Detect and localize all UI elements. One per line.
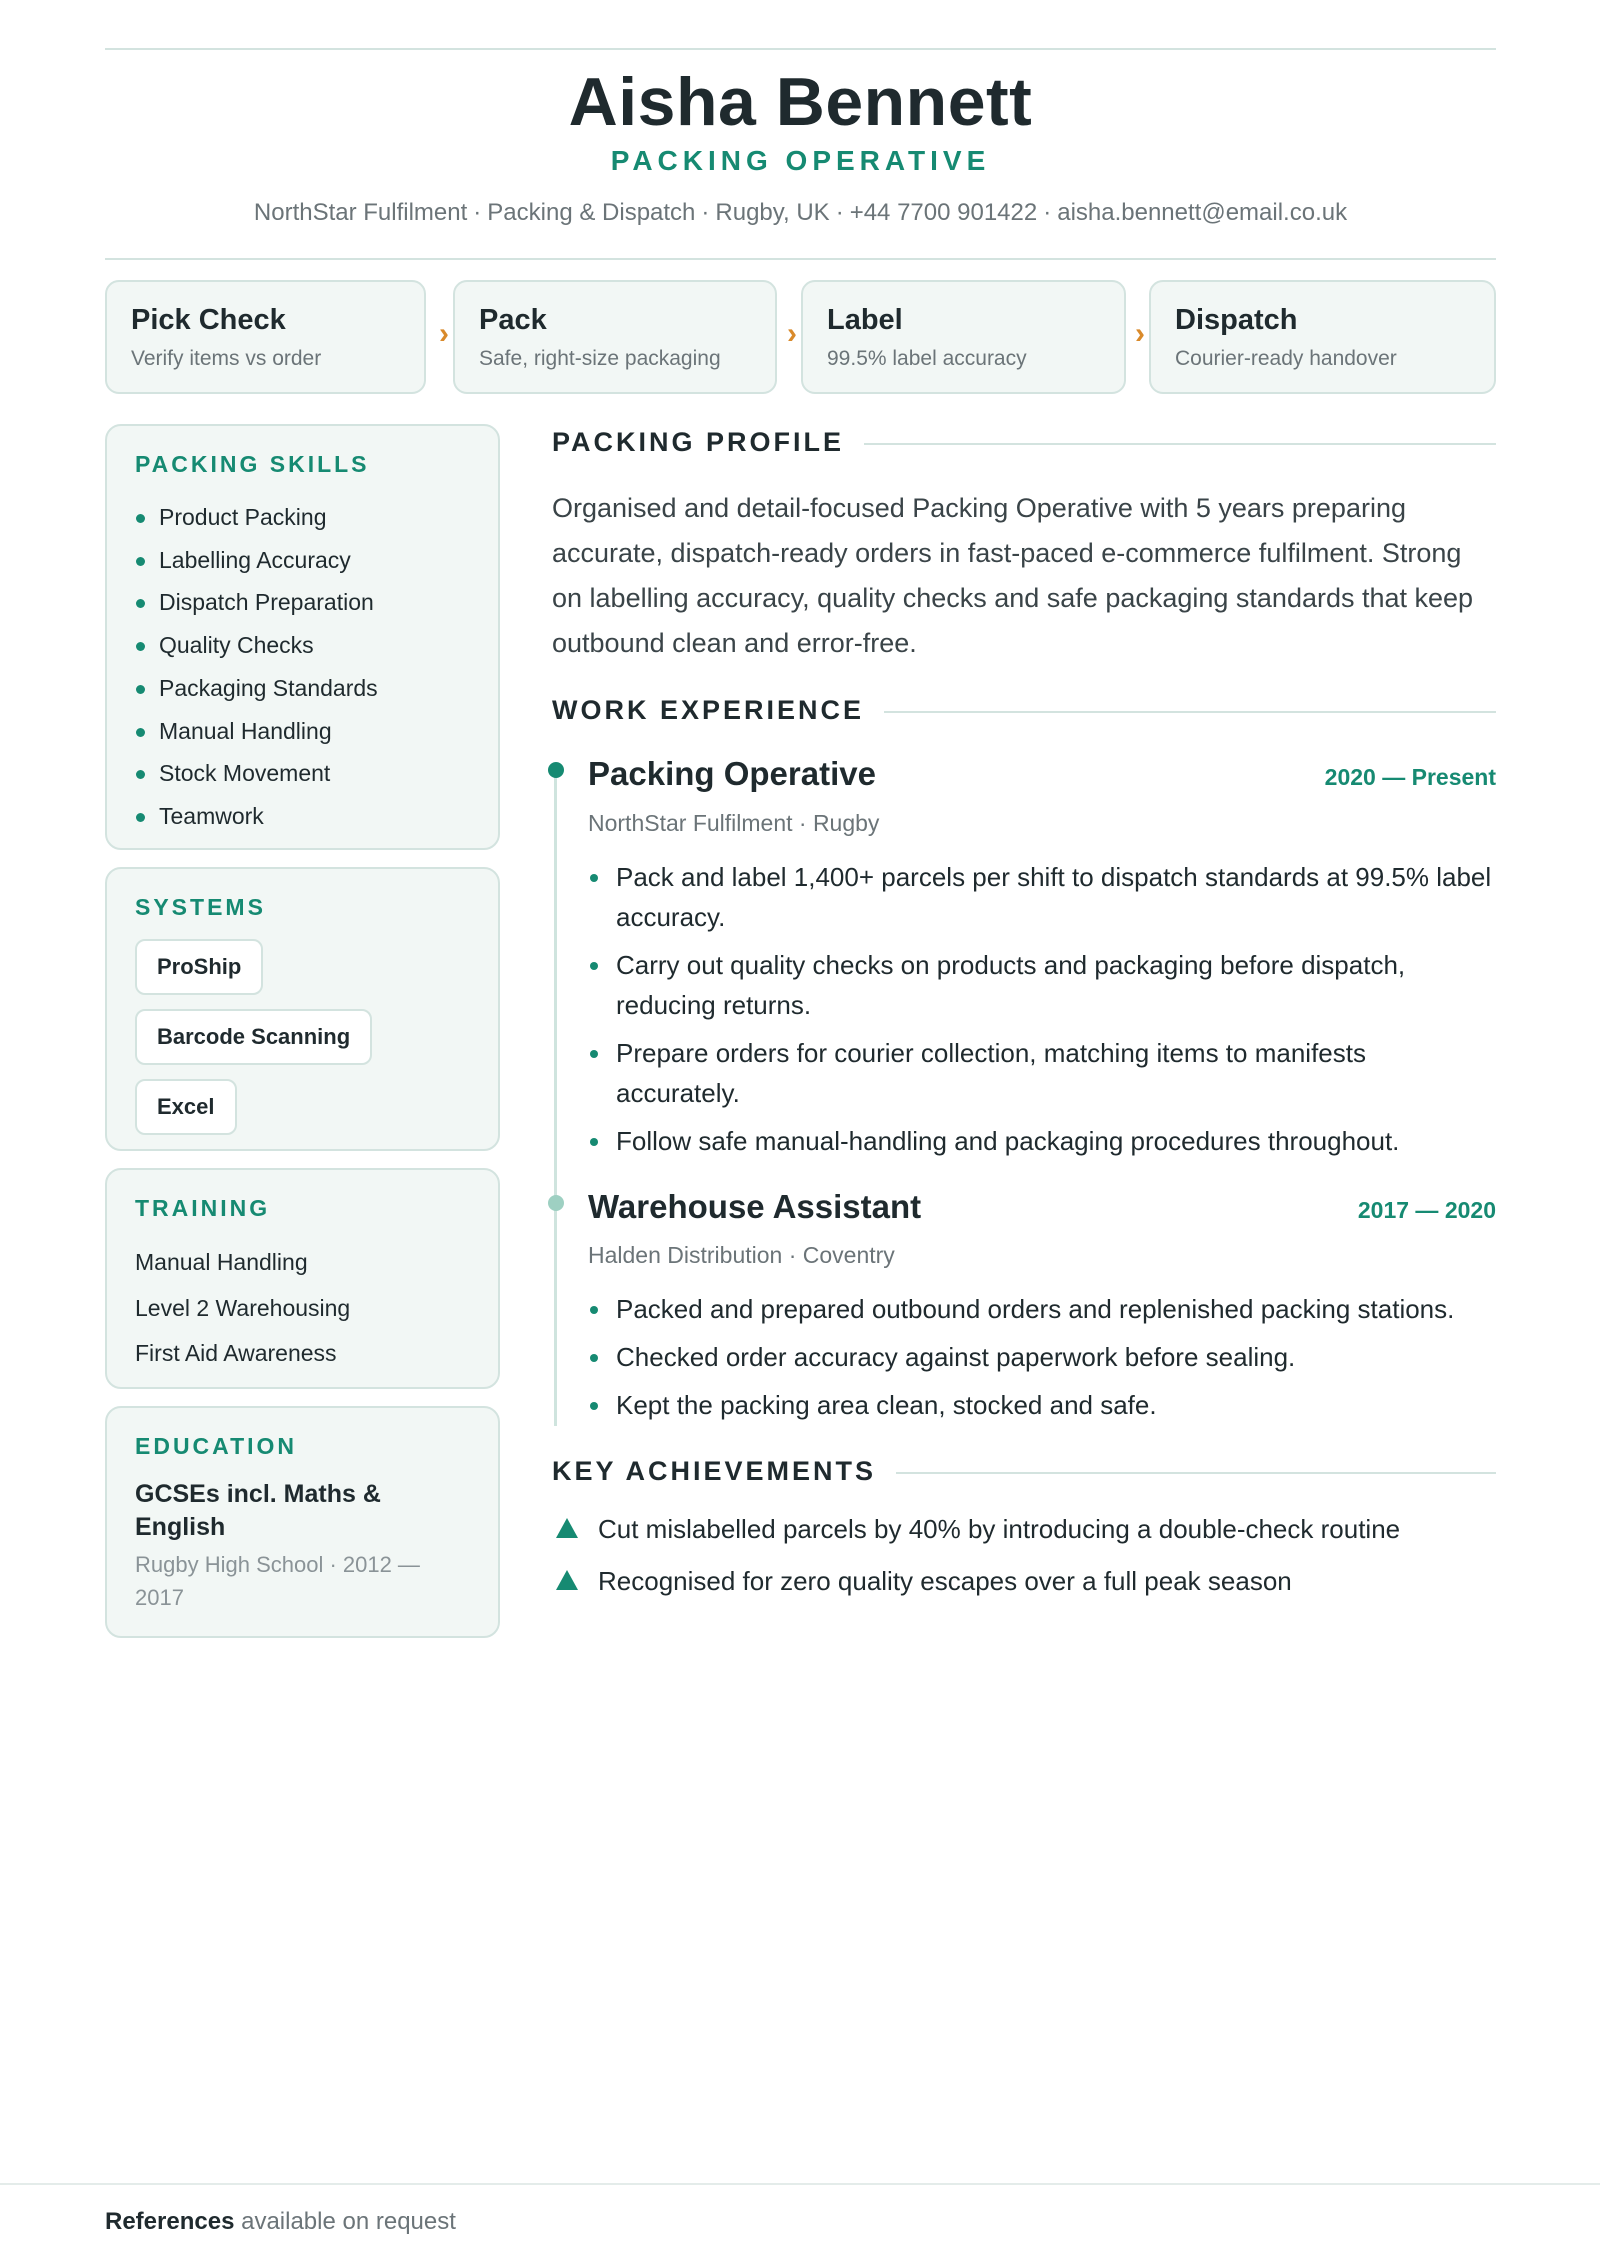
step-title: Pack (479, 304, 547, 336)
profile-summary: Organised and detail-focused Packing Operative with 5 years preparing accurate, dispatch-ready orders in fast-paced e-commerce fulfilment. Strong on labelling accuracy, quality checks and safe packaging standards that keep outbound clean and error-free. (552, 493, 1474, 658)
footer-bold: References (105, 2208, 235, 2235)
skill-item: Product Packing (135, 496, 470, 539)
contact-department: Packing & Dispatch (487, 199, 696, 226)
skills-list (135, 496, 470, 838)
system-chip: Barcode Scanning (135, 1009, 372, 1065)
achievements-list (552, 1512, 1496, 1616)
job-bullet: Carry out quality checks on products and packaging before dispatch, reducing returns. (588, 945, 1496, 1025)
skill-item: Stock Movement (135, 752, 470, 795)
system-chip: Excel (135, 1079, 237, 1135)
section-title: WORK EXPERIENCE (552, 694, 884, 726)
chevron-right-icon: › (439, 317, 449, 350)
job-bullet: Checked order accuracy against paperwork before sealing. (588, 1337, 1496, 1377)
skill-item: Dispatch Preparation (135, 581, 470, 624)
job-bullet: Pack and label 1,400+ parcels per shift to dispatch standards at 99.5% label accuracy. (588, 857, 1496, 937)
systems-card (105, 867, 500, 1151)
job-bullet: Kept the packing area clean, stocked and safe. (588, 1385, 1496, 1425)
step-title: Pick Check (131, 304, 286, 336)
step-pick-check (105, 280, 426, 394)
footer-rule (0, 2183, 1600, 2185)
skill-item: Packaging Standards (135, 667, 470, 710)
timeline-dot-current (548, 762, 564, 778)
skill-item: Labelling Accuracy (135, 539, 470, 582)
contact-separator: · (473, 199, 482, 226)
job-dates: 2020 — Present (1324, 764, 1496, 790)
triangle-up-icon (556, 1570, 578, 1590)
training-item: Level 2 Warehousing (135, 1294, 351, 1321)
contact-separator: · (1043, 199, 1052, 226)
job-company: NorthStar Fulfilment · Rugby (588, 810, 880, 836)
training-title: TRAINING (135, 1195, 271, 1221)
job-title: Warehouse Assistant (588, 1188, 922, 1225)
main-column (552, 0, 1496, 1700)
education-card (105, 1406, 500, 1638)
education-degree: GCSEs incl. Maths & English (135, 1480, 381, 1541)
chevron-right-icon: › (1135, 317, 1145, 350)
step-subtitle: Courier-ready handover (1175, 347, 1397, 370)
skill-item: Teamwork (135, 795, 470, 838)
chevron-right-icon: › (787, 317, 797, 350)
skill-item: Quality Checks (135, 624, 470, 667)
step-subtitle: Verify items vs order (131, 347, 322, 370)
contact-company: NorthStar Fulfilment (253, 199, 468, 226)
job-bullet: Prepare orders for courier collection, matching items to manifests accurately. (588, 1033, 1496, 1113)
job-title: Packing Operative (588, 755, 876, 792)
job-bullet: Packed and prepared outbound orders and replenished packing stations. (588, 1289, 1496, 1329)
triangle-up-icon (556, 1518, 578, 1538)
contact-email[interactable]: aisha.bennett@email.co.uk (1057, 199, 1348, 226)
contact-separator: · (701, 199, 710, 226)
job-dates: 2017 — 2020 (1357, 1197, 1496, 1223)
training-list (135, 1240, 470, 1377)
job-bullets (588, 1289, 1496, 1433)
system-chip: ProShip (135, 939, 263, 995)
step-subtitle: Safe, right-size packaging (479, 347, 721, 370)
step-title: Dispatch (1175, 304, 1298, 336)
step-subtitle: 99.5% label accuracy (827, 347, 1027, 370)
section-title: PACKING PROFILE (552, 426, 864, 458)
contact-separator: · (835, 199, 844, 226)
skills-card (105, 424, 500, 850)
education-title: EDUCATION (135, 1433, 298, 1459)
step-title: Label (827, 304, 903, 336)
job-bullet: Follow safe manual-handling and packaging procedures throughout. (588, 1121, 1496, 1161)
candidate-name: Aisha Bennett (568, 64, 1033, 140)
contact-location: Rugby, UK (715, 199, 830, 226)
candidate-role: PACKING OPERATIVE (610, 145, 991, 176)
achievement-item (552, 1512, 1496, 1546)
timeline-dot-past (548, 1195, 564, 1211)
skills-title: PACKING SKILLS (135, 451, 370, 477)
skill-item: Manual Handling (135, 710, 470, 753)
achievement-text: Recognised for zero quality escapes over a full peak season (598, 1566, 1292, 1596)
job-company: Halden Distribution · Coventry (588, 1242, 895, 1268)
achievement-text: Cut mislabelled parcels by 40% by introducing a double-check routine (598, 1514, 1401, 1544)
experience-heading (552, 694, 1496, 726)
training-item: Manual Handling (135, 1249, 308, 1275)
systems-chips (135, 939, 470, 1135)
profile-heading (552, 426, 1496, 458)
contact-phone: +44 7700 901422 (849, 199, 1038, 226)
systems-title: SYSTEMS (135, 894, 266, 920)
timeline-line (554, 770, 557, 1426)
footer-note (105, 2207, 456, 2237)
training-item: First Aid Awareness (135, 1340, 337, 1366)
achievement-item (552, 1564, 1496, 1598)
footer-text: available on request (241, 2208, 456, 2235)
job-bullets (588, 857, 1496, 1169)
education-school: Rugby High School · 2012 — 2017 (135, 1552, 420, 1610)
section-title: KEY ACHIEVEMENTS (552, 1455, 896, 1487)
achievements-heading (552, 1455, 1496, 1487)
training-card (105, 1168, 500, 1389)
